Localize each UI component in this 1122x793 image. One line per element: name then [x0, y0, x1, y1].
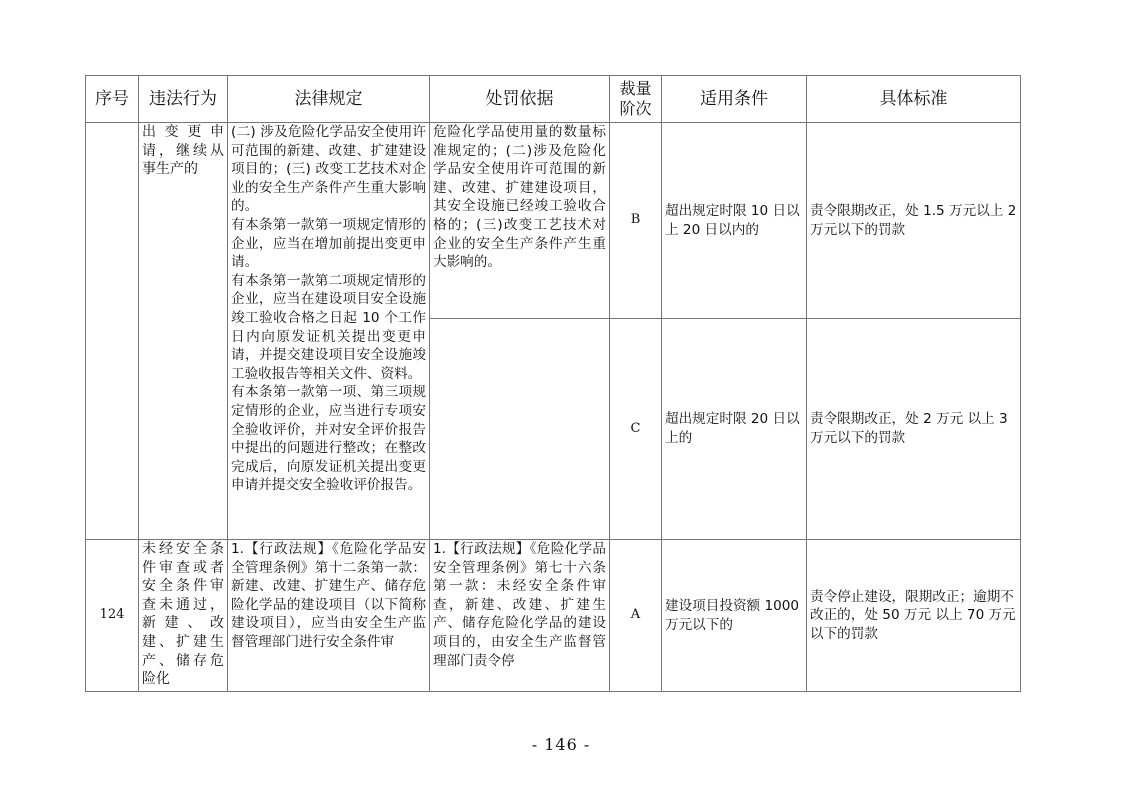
cell-standard: 责令限期改正，处 1.5 万元以上 2 万元以下的罚款 — [807, 123, 1021, 319]
header-basis: 处罚依据 — [430, 76, 610, 123]
header-violation: 违法行为 — [139, 76, 228, 123]
header-standard: 具体标准 — [807, 76, 1021, 123]
cell-no — [86, 123, 139, 540]
header-no: 序号 — [86, 76, 139, 123]
cell-basis: 1.【行政法规】《危险化学品安全管理条例》第七十六条第一款：未经安全条件审查，新建、改建、扩建生产、储存危险化学品的建设项目的，由安全生产监督管理部门责令停 — [430, 540, 610, 692]
cell-law: (二) 涉及危险化学品安全使用许可范围的新建、改建、扩建建设项目的；(三) 改变工艺技术对企业的安全生产条件产生重大影响的。 有本条第一款第一项规定情形的企业，应当在增加前提出变更申请。 有本条第一款第二项规定情形的企业，应当在建设项目安全设施竣工验收合格之日起 10 个工作日内向原发证机关提出变更申请，并提交建设项目安全设施竣工验收报告等相关文件、资料。 有本条第一款第一项、第三项规定情形的企业，应当进行专项安全验收评价，并对安全评价报告中提出的问题进行整改；在整改完成后，向原发证机关提出变更申请并提交安全验收评价报告。 — [228, 123, 430, 540]
header-law: 法律规定 — [228, 76, 430, 123]
cell-basis: 危险化学品使用量的数量标准规定的；(二)涉及危险化学品安全使用许可范围的新建、改建、扩建建设项目，其安全设施已经竣工验收合格的；(三)改变工艺技术对企业的安全生产条件产生重大影响的。 — [430, 123, 610, 319]
header-condition: 适用条件 — [662, 76, 807, 123]
cell-no: 124 — [86, 540, 139, 692]
cell-grade: B — [610, 123, 662, 319]
cell-basis — [430, 319, 610, 540]
table-row — [86, 123, 1021, 319]
cell-grade: C — [610, 319, 662, 540]
table-row — [86, 540, 1021, 692]
header-level: 裁量 阶次 — [610, 76, 662, 123]
penalty-standard-table — [85, 75, 1021, 692]
cell-violation: 出变更申请，继续从事生产的 — [139, 123, 228, 540]
cell-condition: 超出规定时限 20 日以上的 — [662, 319, 807, 540]
cell-condition: 超出规定时限 10 日以上 20 日以内的 — [662, 123, 807, 319]
cell-violation: 未经安全条件审查或者安全条件审查未通过，新建、改建、扩建生产、储存危险化 — [139, 540, 228, 692]
table-header-row — [86, 76, 1021, 123]
cell-standard: 责令停止建设，限期改正；逾期不改正的，处 50 万元 以上 70 万元以下的罚款 — [807, 540, 1021, 692]
cell-law: 1.【行政法规】《危险化学品安全管理条例》第十二条第一款：新建、改建、扩建生产、储存危险化学品的建设项目（以下简称建设项目），应当由安全生产监督管理部门进行安全条件审 — [228, 540, 430, 692]
cell-standard: 责令限期改正，处 2 万元 以上 3 万元以下的罚款 — [807, 319, 1021, 540]
page-number: - 146 - — [531, 735, 591, 754]
cell-condition: 建设项目投资额 1000 万元以下的 — [662, 540, 807, 692]
cell-grade: A — [610, 540, 662, 692]
